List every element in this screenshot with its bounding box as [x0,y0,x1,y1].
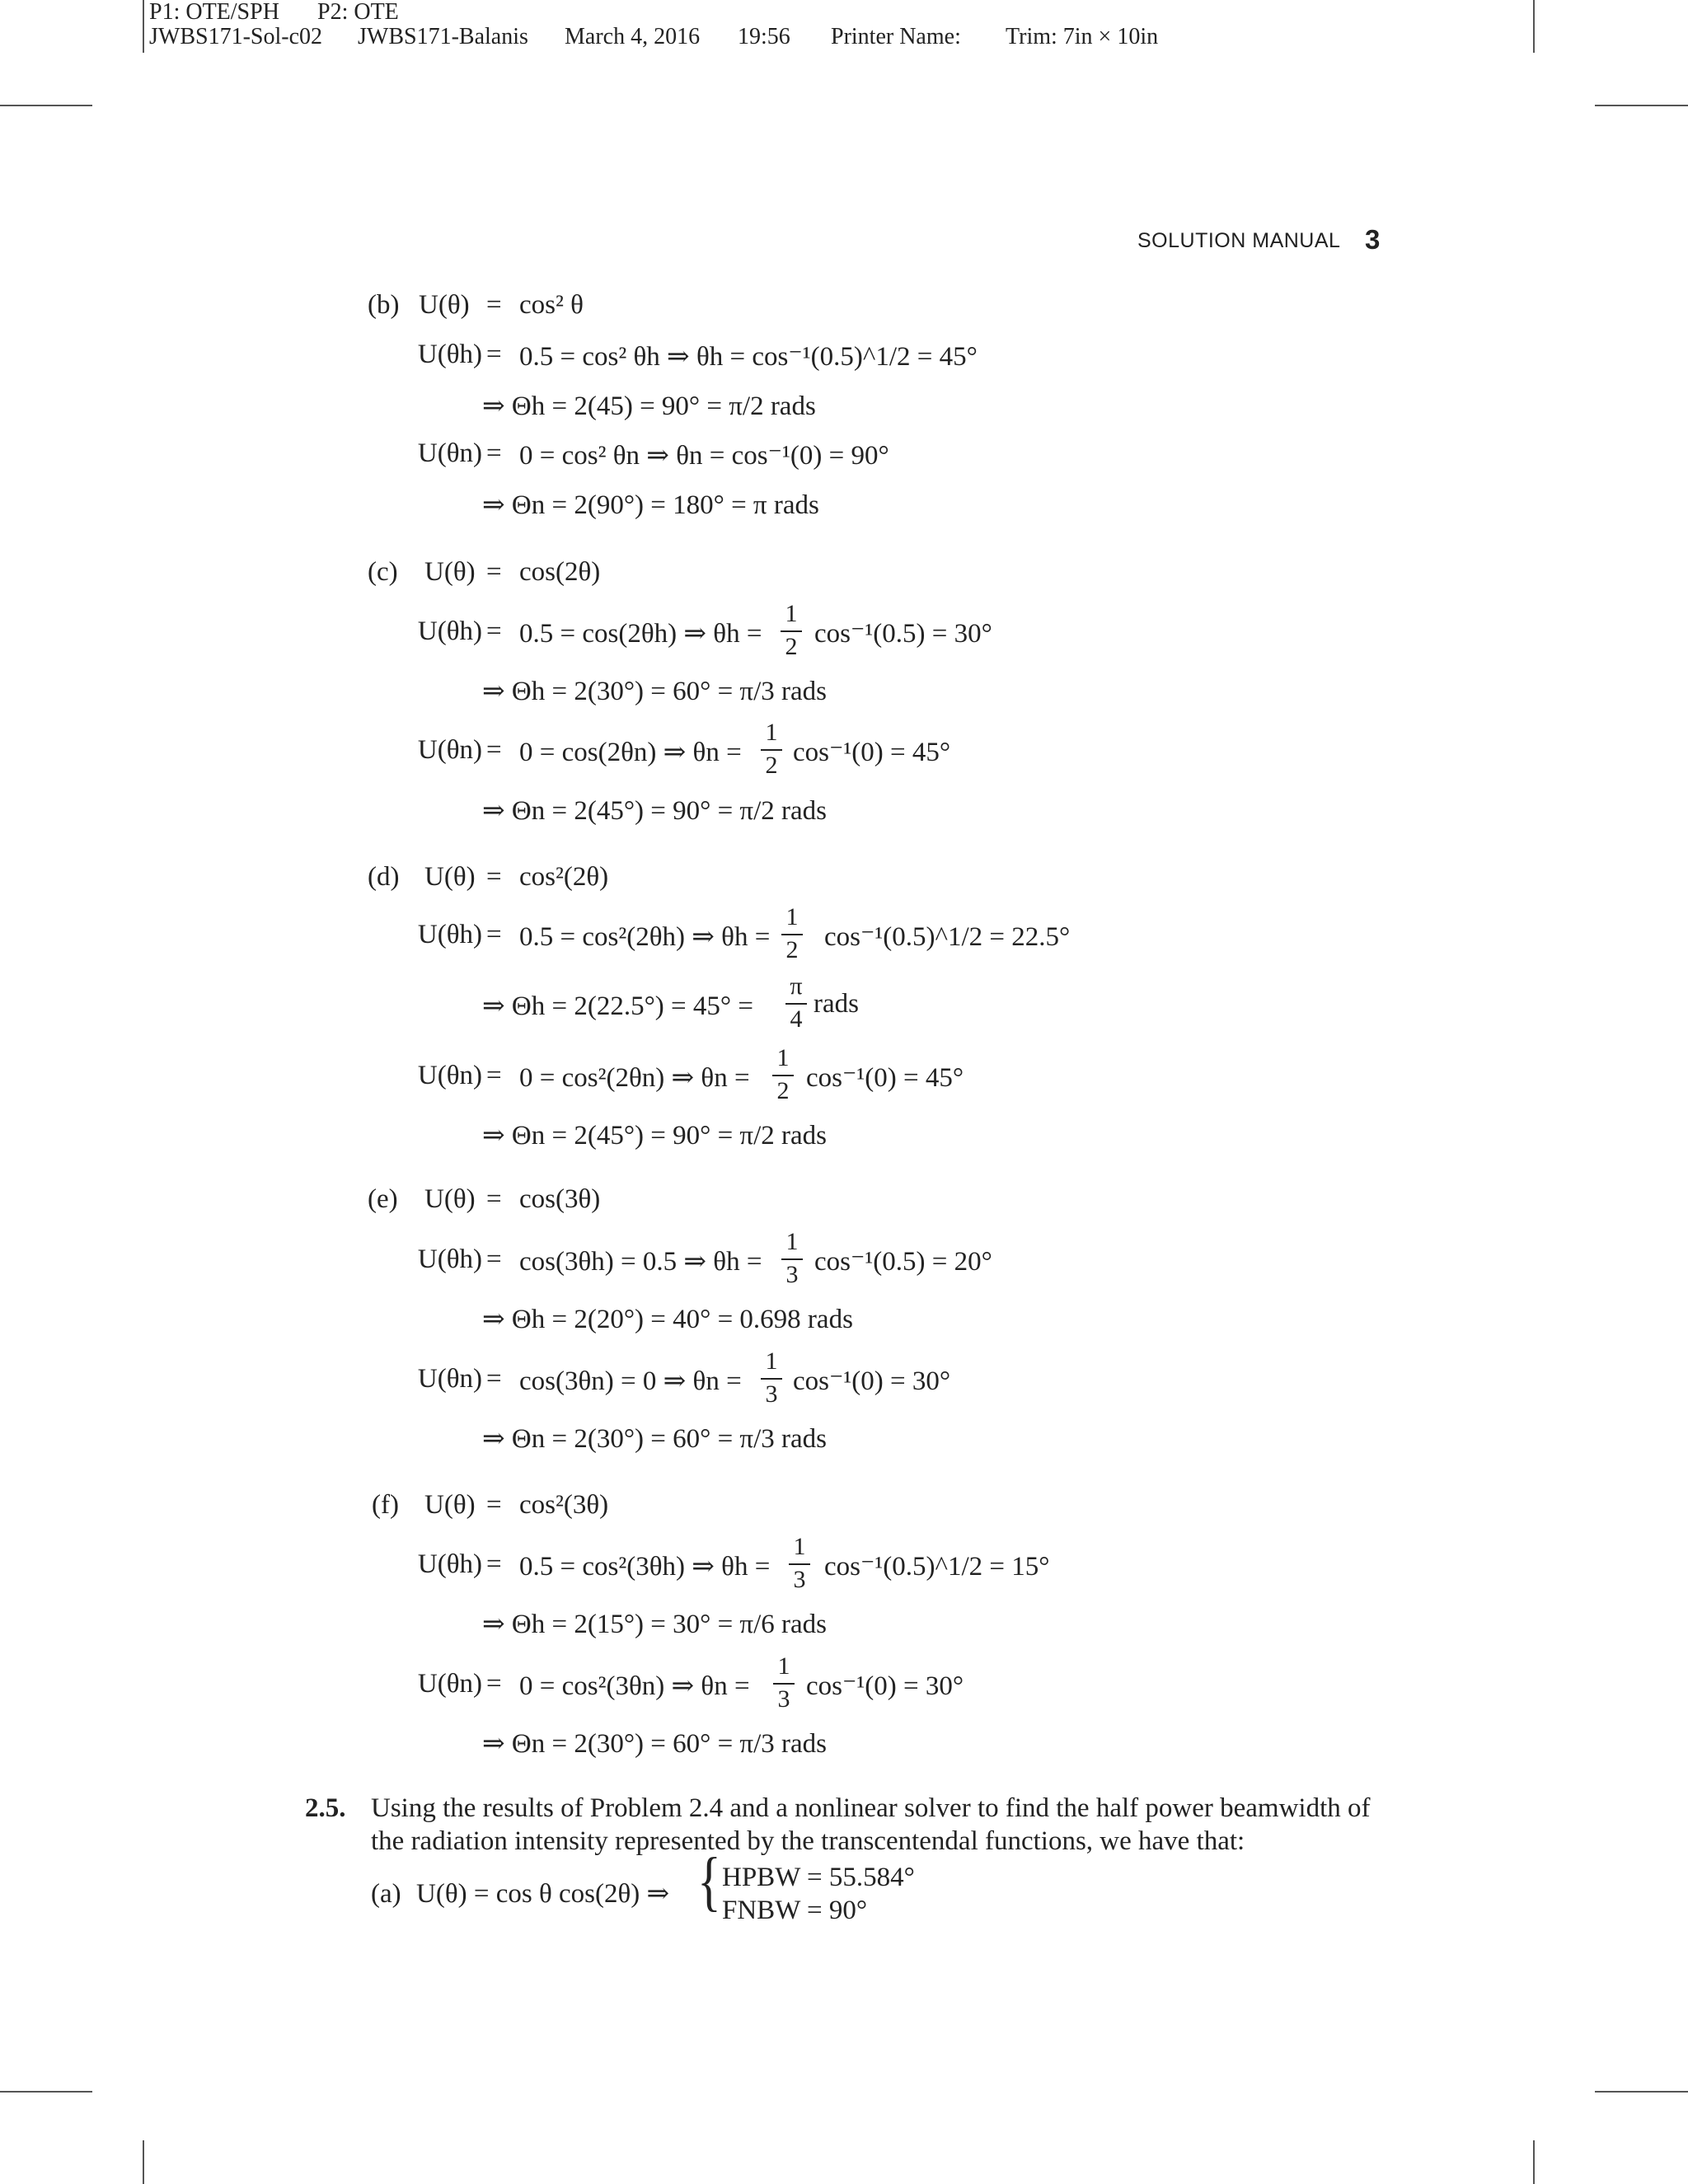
part-c-n-lhs: U(θn) [417,735,482,765]
part-b-n-theta: ⇒ Θn = 2(90°) = 180° = π rads [482,490,819,520]
equals-sign: = [486,920,502,949]
problem-text-line-1: Using the results of Problem 2.4 and a nonlinear solver to find the half power beamwidth of [371,1793,1371,1823]
part-c-func-rhs: cos(2θ) [519,557,601,587]
equals-sign: = [486,290,502,320]
part-b-label: (b) [368,290,400,320]
fraction-bar [761,749,782,751]
part-d-h-pre: 0.5 = cos²(2θh) ⇒ θh = [519,922,771,952]
part-c-h-pre: 0.5 = cos(2θh) ⇒ θh = [519,619,762,649]
part-c-h-theta: ⇒ Θh = 2(30°) = 60° = π/3 rads [482,677,827,706]
header-book-id: JWBS171-Balanis [358,24,528,49]
part-e-n-frac-num: 1 [765,1347,778,1375]
part-c-n-pre: 0 = cos(2θn) ⇒ θn = [519,738,742,767]
part-b-func-rhs: cos² θ [519,290,584,320]
header-p2: P2: OTE [317,0,399,25]
fnbw-result: FNBW = 90° [722,1896,868,1925]
part-f-h-theta: ⇒ Θh = 2(15°) = 30° = π/6 rads [482,1610,827,1639]
part-f-label: (f) [372,1490,399,1520]
equals-sign: = [486,438,502,468]
part-e-n-post: cos⁻¹(0) = 30° [793,1366,951,1396]
part-d-n-frac-den: 2 [776,1077,790,1104]
problem-text-line-2: the radiation intensity represented by the transcentendal functions, we have that: [371,1826,1245,1856]
part-e-h-post: cos⁻¹(0.5) = 20° [814,1247,992,1277]
part-d-n-lhs: U(θn) [417,1061,482,1090]
equals-sign: = [486,1244,502,1274]
part-f-func-rhs: cos²(3θ) [519,1490,609,1520]
part-f-h-lhs: U(θh) [417,1549,482,1579]
crop-mark-top-right [1595,105,1688,106]
part-e-n-theta: ⇒ Θn = 2(30°) = 60° = π/3 rads [482,1424,827,1454]
crop-mark-top-left [0,105,92,106]
part-d-h-theta-post: rads [814,989,859,1019]
header-trim: Trim: 7in × 10in [1006,24,1159,49]
problem-a-expression: U(θ) = cos θ cos(2θ) ⇒ [416,1879,670,1909]
part-d-h-lhs: U(θh) [417,920,482,949]
equals-sign: = [486,862,502,892]
equals-sign: = [486,1061,502,1090]
part-f-h-frac-num: 1 [793,1533,806,1560]
part-c-h-post: cos⁻¹(0.5) = 30° [814,619,992,649]
equals-sign: = [486,735,502,765]
part-c-n-post: cos⁻¹(0) = 45° [793,738,951,767]
part-d-n-pre: 0 = cos²(2θn) ⇒ θn = [519,1063,750,1093]
equals-sign: = [486,1184,502,1214]
part-d-h-theta-frac-num: π [790,972,803,1000]
part-f-n-pre: 0 = cos²(3θn) ⇒ θn = [519,1671,750,1701]
part-e-func-rhs: cos(3θ) [519,1184,601,1214]
equals-sign: = [486,1490,502,1520]
part-c-n-frac-num: 1 [765,719,778,746]
header-date: March 4, 2016 [565,24,701,49]
part-b-h-theta: ⇒ Θh = 2(45) = 90° = π/2 rads [482,391,816,421]
part-e-n-pre: cos(3θn) = 0 ⇒ θn = [519,1366,742,1396]
problem-number: 2.5. [305,1793,346,1823]
header-printer: Printer Name: [831,24,961,49]
problem-a-label: (a) [371,1879,401,1909]
header-time: 19:56 [738,24,790,49]
part-f-h-post: cos⁻¹(0.5)^1/2 = 15° [824,1552,1050,1582]
fraction-bar [781,630,802,632]
part-e-h-theta: ⇒ Θh = 2(20°) = 40° = 0.698 rads [482,1305,853,1334]
crop-mark-bottom-right-vertical [1533,2140,1535,2184]
part-d-h-theta-frac-den: 4 [790,1005,803,1033]
part-e-h-pre: cos(3θh) = 0.5 ⇒ θh = [519,1247,762,1277]
part-f-h-pre: 0.5 = cos²(3θh) ⇒ θh = [519,1552,771,1582]
part-f-h-frac-den: 3 [793,1566,806,1593]
fraction-bar [772,1075,794,1076]
part-c-h-lhs: U(θh) [417,616,482,646]
part-e-n-lhs: U(θn) [417,1364,482,1394]
header-sol-id: JWBS171-Sol-c02 [149,24,322,49]
part-e-label: (e) [368,1184,398,1214]
header-p1: P1: OTE/SPH [149,0,279,25]
header-right-rule [1533,0,1535,53]
part-e-h-frac-den: 3 [785,1261,799,1288]
equals-sign: = [486,1364,502,1394]
part-f-func-lhs: U(θ) [424,1490,476,1520]
part-d-func-lhs: U(θ) [424,862,476,892]
part-b-h-lhs: U(θh) [417,340,482,369]
part-d-h-frac-num: 1 [785,903,799,930]
part-c-label: (c) [368,557,398,587]
part-d-func-rhs: cos²(2θ) [519,862,609,892]
left-brace: { [697,1844,721,1918]
equals-sign: = [486,340,502,369]
part-d-h-frac-den: 2 [785,936,799,963]
fraction-bar [761,1378,782,1380]
fraction-bar [785,1003,807,1005]
part-d-n-frac-num: 1 [776,1044,790,1071]
crop-mark-bottom-left-vertical [143,2140,144,2184]
part-c-n-frac-den: 2 [765,752,778,779]
part-d-n-post: cos⁻¹(0) = 45° [806,1063,964,1093]
running-head: SOLUTION MANUAL [1137,229,1341,252]
part-c-h-frac-num: 1 [785,600,798,627]
crop-mark-bottom-left [0,2091,92,2093]
fraction-bar [773,1683,795,1685]
header-left-rule [143,0,144,53]
part-f-n-frac-num: 1 [777,1652,790,1680]
part-d-n-theta: ⇒ Θn = 2(45°) = 90° = π/2 rads [482,1121,827,1151]
part-c-func-lhs: U(θ) [424,557,476,587]
part-f-n-frac-den: 3 [777,1685,790,1713]
hpbw-result: HPBW = 55.584° [722,1863,915,1892]
fraction-bar [781,934,803,935]
part-e-func-lhs: U(θ) [424,1184,476,1214]
fraction-bar [789,1563,810,1565]
part-d-label: (d) [368,862,400,892]
part-d-h-theta-pre: ⇒ Θh = 2(22.5°) = 45° = [482,991,753,1021]
part-e-h-frac-num: 1 [785,1228,799,1255]
part-c-h-frac-den: 2 [785,633,798,660]
fraction-bar [781,1258,803,1260]
part-c-n-theta: ⇒ Θn = 2(45°) = 90° = π/2 rads [482,796,827,826]
part-f-n-theta: ⇒ Θn = 2(30°) = 60° = π/3 rads [482,1729,827,1759]
part-b-h-rhs: 0.5 = cos² θh ⇒ θh = cos⁻¹(0.5)^1/2 = 45° [519,342,978,372]
equals-sign: = [486,1669,502,1699]
crop-mark-bottom-right [1595,2091,1688,2093]
part-b-n-lhs: U(θn) [417,438,482,468]
part-d-h-post: cos⁻¹(0.5)^1/2 = 22.5° [824,922,1071,952]
part-e-h-lhs: U(θh) [417,1244,482,1274]
equals-sign: = [486,616,502,646]
part-b-func-lhs: U(θ) [419,290,470,320]
equals-sign: = [486,557,502,587]
part-e-n-frac-den: 3 [765,1380,778,1408]
part-b-n-rhs: 0 = cos² θn ⇒ θn = cos⁻¹(0) = 90° [519,441,889,471]
part-f-n-lhs: U(θn) [417,1669,482,1699]
part-f-n-post: cos⁻¹(0) = 30° [806,1671,964,1701]
equals-sign: = [486,1549,502,1579]
page-number: 3 [1365,224,1381,255]
